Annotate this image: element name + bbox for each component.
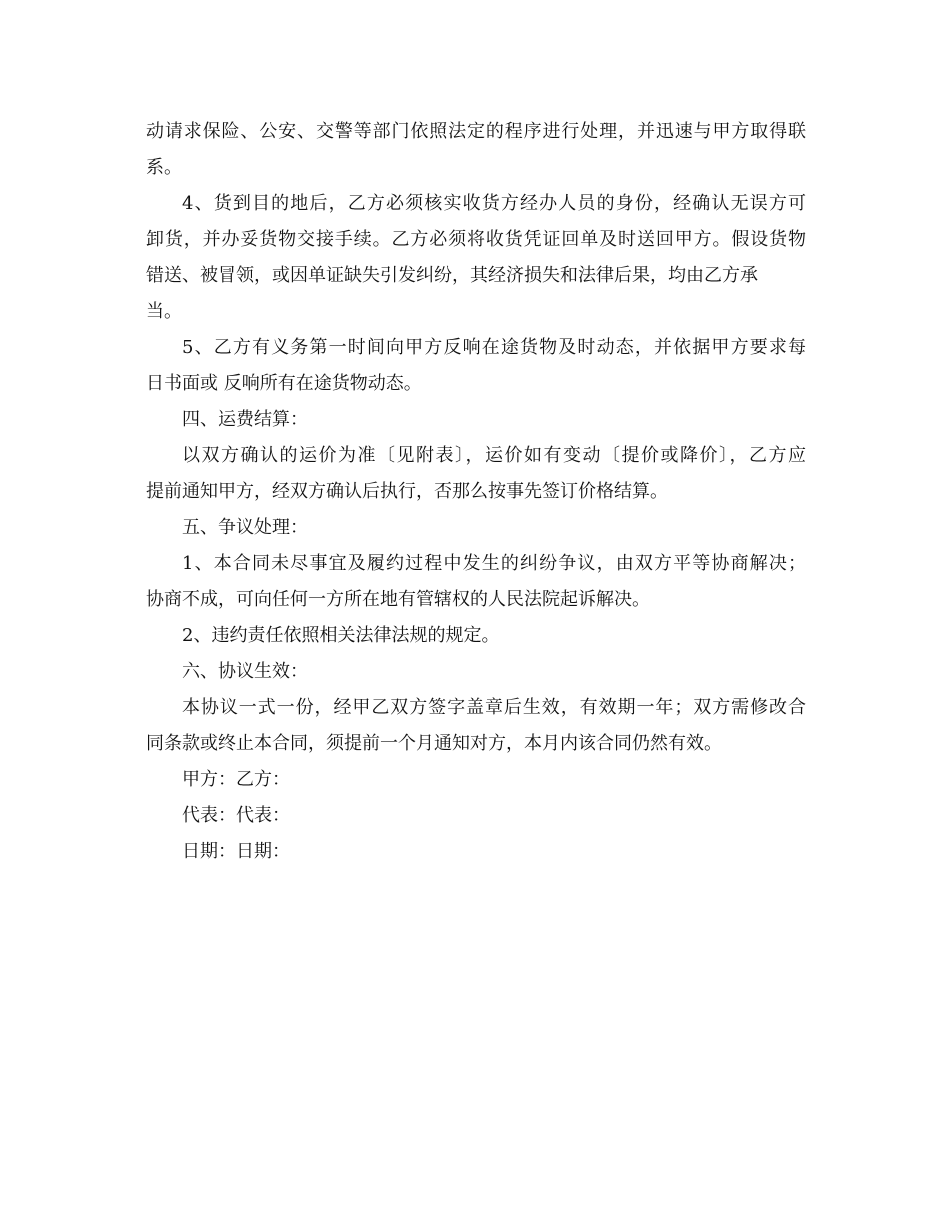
- dispute-clause-1-line: 协商不成，可向任何一方所在地有管辖权的人民法院起诉解决。: [146, 589, 650, 610]
- clause-5-line: 5、乙方有义务第一时间向甲方反响在途货物及时动态，并依据甲方要求每: [182, 337, 806, 358]
- signature-representative-line: 代表：代表：: [182, 805, 290, 826]
- signature-party-line: 甲方：乙方：: [182, 769, 290, 790]
- dispute-clause-1-line: 1、本合同未尽事宜及履约过程中发生的纠纷争议，由双方平等协商解决；: [182, 553, 806, 574]
- clause-4-line: 卸货，并办妥货物交接手续。乙方必须将收货凭证回单及时送回甲方。假设货物: [146, 229, 806, 250]
- dispute-clause-2-line: 2、违约责任依照相关法律法规的规定。: [182, 625, 500, 646]
- section-heading-dispute-resolution: 五、争议处理：: [182, 517, 308, 538]
- signature-date-line: 日期：日期：: [182, 841, 290, 862]
- text-line-continuation: 系。: [146, 157, 182, 178]
- clause-4-line: 当。: [146, 301, 182, 322]
- clause-4-line: 错送、被冒领，或因单证缺失引发纠纷，其经济损失和法律后果，均由乙方承: [146, 265, 758, 286]
- freight-settlement-line: 以双方确认的运价为准〔见附表〕，运价如有变动〔提价或降价〕，乙方应: [182, 445, 806, 466]
- contract-text-body: [146, 114, 806, 870]
- text-line-continuation: 动请求保险、公安、交警等部门依照法定的程序进行处理，并迅速与甲方取得联: [146, 121, 806, 142]
- section-heading-agreement-effectiveness: 六、协议生效：: [182, 661, 308, 682]
- section-heading-freight-settlement: 四、运费结算：: [182, 409, 308, 430]
- effectiveness-line: 同条款或终止本合同，须提前一个月通知对方，本月内该合同仍然有效。: [146, 733, 722, 754]
- clause-5-line: 日书面或 反响所有在途货物动态。: [146, 373, 422, 394]
- freight-settlement-line: 提前通知甲方，经双方确认后执行，否那么按事先签订价格结算。: [146, 481, 668, 502]
- clause-4-line: 4、货到目的地后，乙方必须核实收货方经办人员的身份，经确认无误方可: [182, 193, 806, 214]
- effectiveness-line: 本协议一式一份，经甲乙双方签字盖章后生效，有效期一年；双方需修改合: [182, 697, 806, 718]
